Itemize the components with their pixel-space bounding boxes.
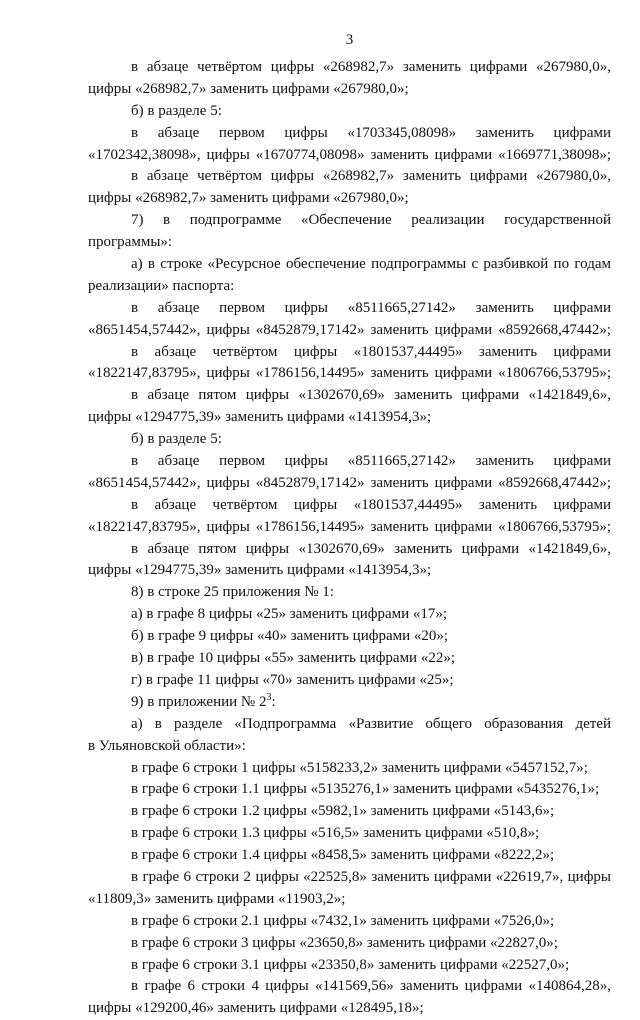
text-line [88,429,611,451]
text-line [88,188,611,210]
text-line-content: в графе 6 строки 3.1 цифры «23350,8» заменить цифрами «22527,0»; [131,956,570,973]
text-line-content: в абзаце пятом цифры «1302670,69» заменить цифрами «1421849,6», [131,387,611,404]
text-line-content: в графе 6 строки 1.3 цифры «516,5» заменить цифрами «510,8»; [131,825,540,842]
text-line [88,407,611,429]
text-line-content: «8651454,57442», цифры «8452879,17142» заменить цифрами «8592668,47442»; [88,321,611,338]
text-line-content: в абзаце пятом цифры «1302670,69» заменить цифрами «1421849,6», [131,540,611,557]
text-line [88,451,611,473]
text-line [88,823,611,845]
text-line [88,845,611,867]
text-line [88,145,611,167]
text-line-content: цифры «129200,46» заменить цифрами «128495,18»; [88,1000,424,1017]
page-number: 3 [345,32,354,48]
text-line-content: в графе 6 строки 1.1 цифры «5135276,1» заменить цифрами «5435276,1»; [131,781,600,798]
text-line-content: программы»: [88,234,173,251]
text-line-content: цифры «268982,7» заменить цифрами «267980,0»; [88,190,409,207]
text-line [88,604,611,626]
text-line-content: «1822147,83795», цифры «1786156,14495» заменить цифрами «1806766,53795»; [88,518,611,535]
text-line [88,801,611,823]
text-line [88,79,611,101]
text-line-content: в графе 6 строки 1.2 цифры «5982,1» заменить цифрами «5143,6»; [131,803,555,820]
text-line-content: в графе 6 строки 2 цифры «22525,8» заменить цифрами «22619,7», цифры [131,868,611,885]
text-line [88,998,611,1020]
text-line [88,626,611,648]
text-line [88,385,611,407]
text-line-content: в графе 6 строки 2.1 цифры «7432,1» заменить цифрами «7526,0»; [131,912,555,929]
text-line [88,560,611,582]
text-line [88,473,611,495]
text-line-content: в Ульяновской области»: [88,737,246,754]
text-line [88,57,611,79]
text-line-content: «8651454,57442», цифры «8452879,17142» заменить цифрами «8592668,47442»; [88,474,611,491]
text-line-content: а) в разделе «Подпрограмма «Развитие общего образования детей [131,715,611,732]
superscript: 3 [266,691,272,703]
text-line-content: в графе 6 строки 4 цифры «141569,56» заменить цифрами «140864,28», [131,978,611,995]
text-line [88,758,611,780]
text-line [88,867,611,889]
text-line [88,517,611,539]
text-line-content: б) в разделе 5: [131,431,222,448]
text-line-content: в абзаце четвёртом цифры «268982,7» заменить цифрами «267980,0», [131,59,611,75]
text-line [88,955,611,977]
text-line [88,123,611,145]
text-line [88,714,611,736]
document-body [88,57,611,1020]
text-line-content: в абзаце первом цифры «8511665,27142» заменить цифрами [131,299,611,316]
text-line [88,933,611,955]
text-line [88,495,611,517]
text-line [88,670,611,692]
text-line-content: «1702342,38098», цифры «1670774,08098» заменить цифрами «1669771,38098»; [88,146,611,163]
text-line-content: б) в графе 9 цифры «40» заменить цифрами «20»; [131,628,449,645]
text-line-content: в абзаце четвёртом цифры «1801537,44495» заменить цифрами [131,343,611,360]
text-line [88,166,611,188]
text-line-content: 9) в приложении № 2 [131,693,267,710]
text-line [88,648,611,670]
text-line [88,342,611,364]
text-line [88,232,611,254]
text-line [88,298,611,320]
text-line-content: в графе 6 строки 1 цифры «5158233,2» заменить цифрами «5457152,7»; [131,759,588,776]
text-line-content: в абзаце первом цифры «1703345,08098» заменить цифрами [131,124,611,141]
text-line [88,101,611,123]
text-line [88,692,611,714]
text-line [88,539,611,561]
text-line-content: г) в графе 11 цифры «70» заменить цифрами «25»; [131,671,454,688]
text-line-content: 7) в подпрограмме «Обеспечение реализации государственной [131,212,611,229]
text-line-content: в графе 6 строки 1.4 цифры «8458,5» заменить цифрами «8222,2»; [131,847,555,864]
text-line [88,736,611,758]
text-line-content: а) в строке «Ресурсное обеспечение подпрограммы с разбивкой по годам [131,256,611,273]
text-line-content: 8) в строке 25 приложения № 1: [131,584,334,601]
text-line [88,320,611,342]
text-line [88,276,611,298]
text-line [88,779,611,801]
text-line-content: в абзаце четвёртом цифры «1801537,44495» заменить цифрами [131,496,611,513]
text-line [88,582,611,604]
text-line-content: б) в разделе 5: [131,102,222,119]
text-line-content: цифры «1294775,39» заменить цифрами «1413954,3»; [88,409,432,426]
text-line-content: реализации» паспорта: [88,277,235,294]
text-line [88,976,611,998]
text-line-content: в) в графе 10 цифры «55» заменить цифрами «22»; [131,650,456,667]
text-line-content: цифры «1294775,39» заменить цифрами «1413954,3»; [88,562,432,579]
text-line-content: а) в графе 8 цифры «25» заменить цифрами «17»; [131,606,448,623]
text-line-content: в абзаце четвёртом цифры «268982,7» заменить цифрами «267980,0», [131,168,611,185]
text-line-content: «11809,3» заменить цифрами «11903,2»; [88,890,346,907]
text-line-content: в графе 6 строки 3 цифры «23650,8» заменить цифрами «22827,0»; [131,934,558,951]
text-line [88,911,611,933]
text-line [88,889,611,911]
text-line-content: цифры «268982,7» заменить цифрами «267980,0»; [88,80,409,97]
text-line [88,210,611,232]
text-line-tail: : [271,693,276,710]
text-line [88,363,611,385]
text-line [88,254,611,276]
text-line-content: «1822147,83795», цифры «1786156,14495» заменить цифрами «1806766,53795»; [88,365,611,382]
text-line-content: в абзаце первом цифры «8511665,27142» заменить цифрами [131,453,611,470]
